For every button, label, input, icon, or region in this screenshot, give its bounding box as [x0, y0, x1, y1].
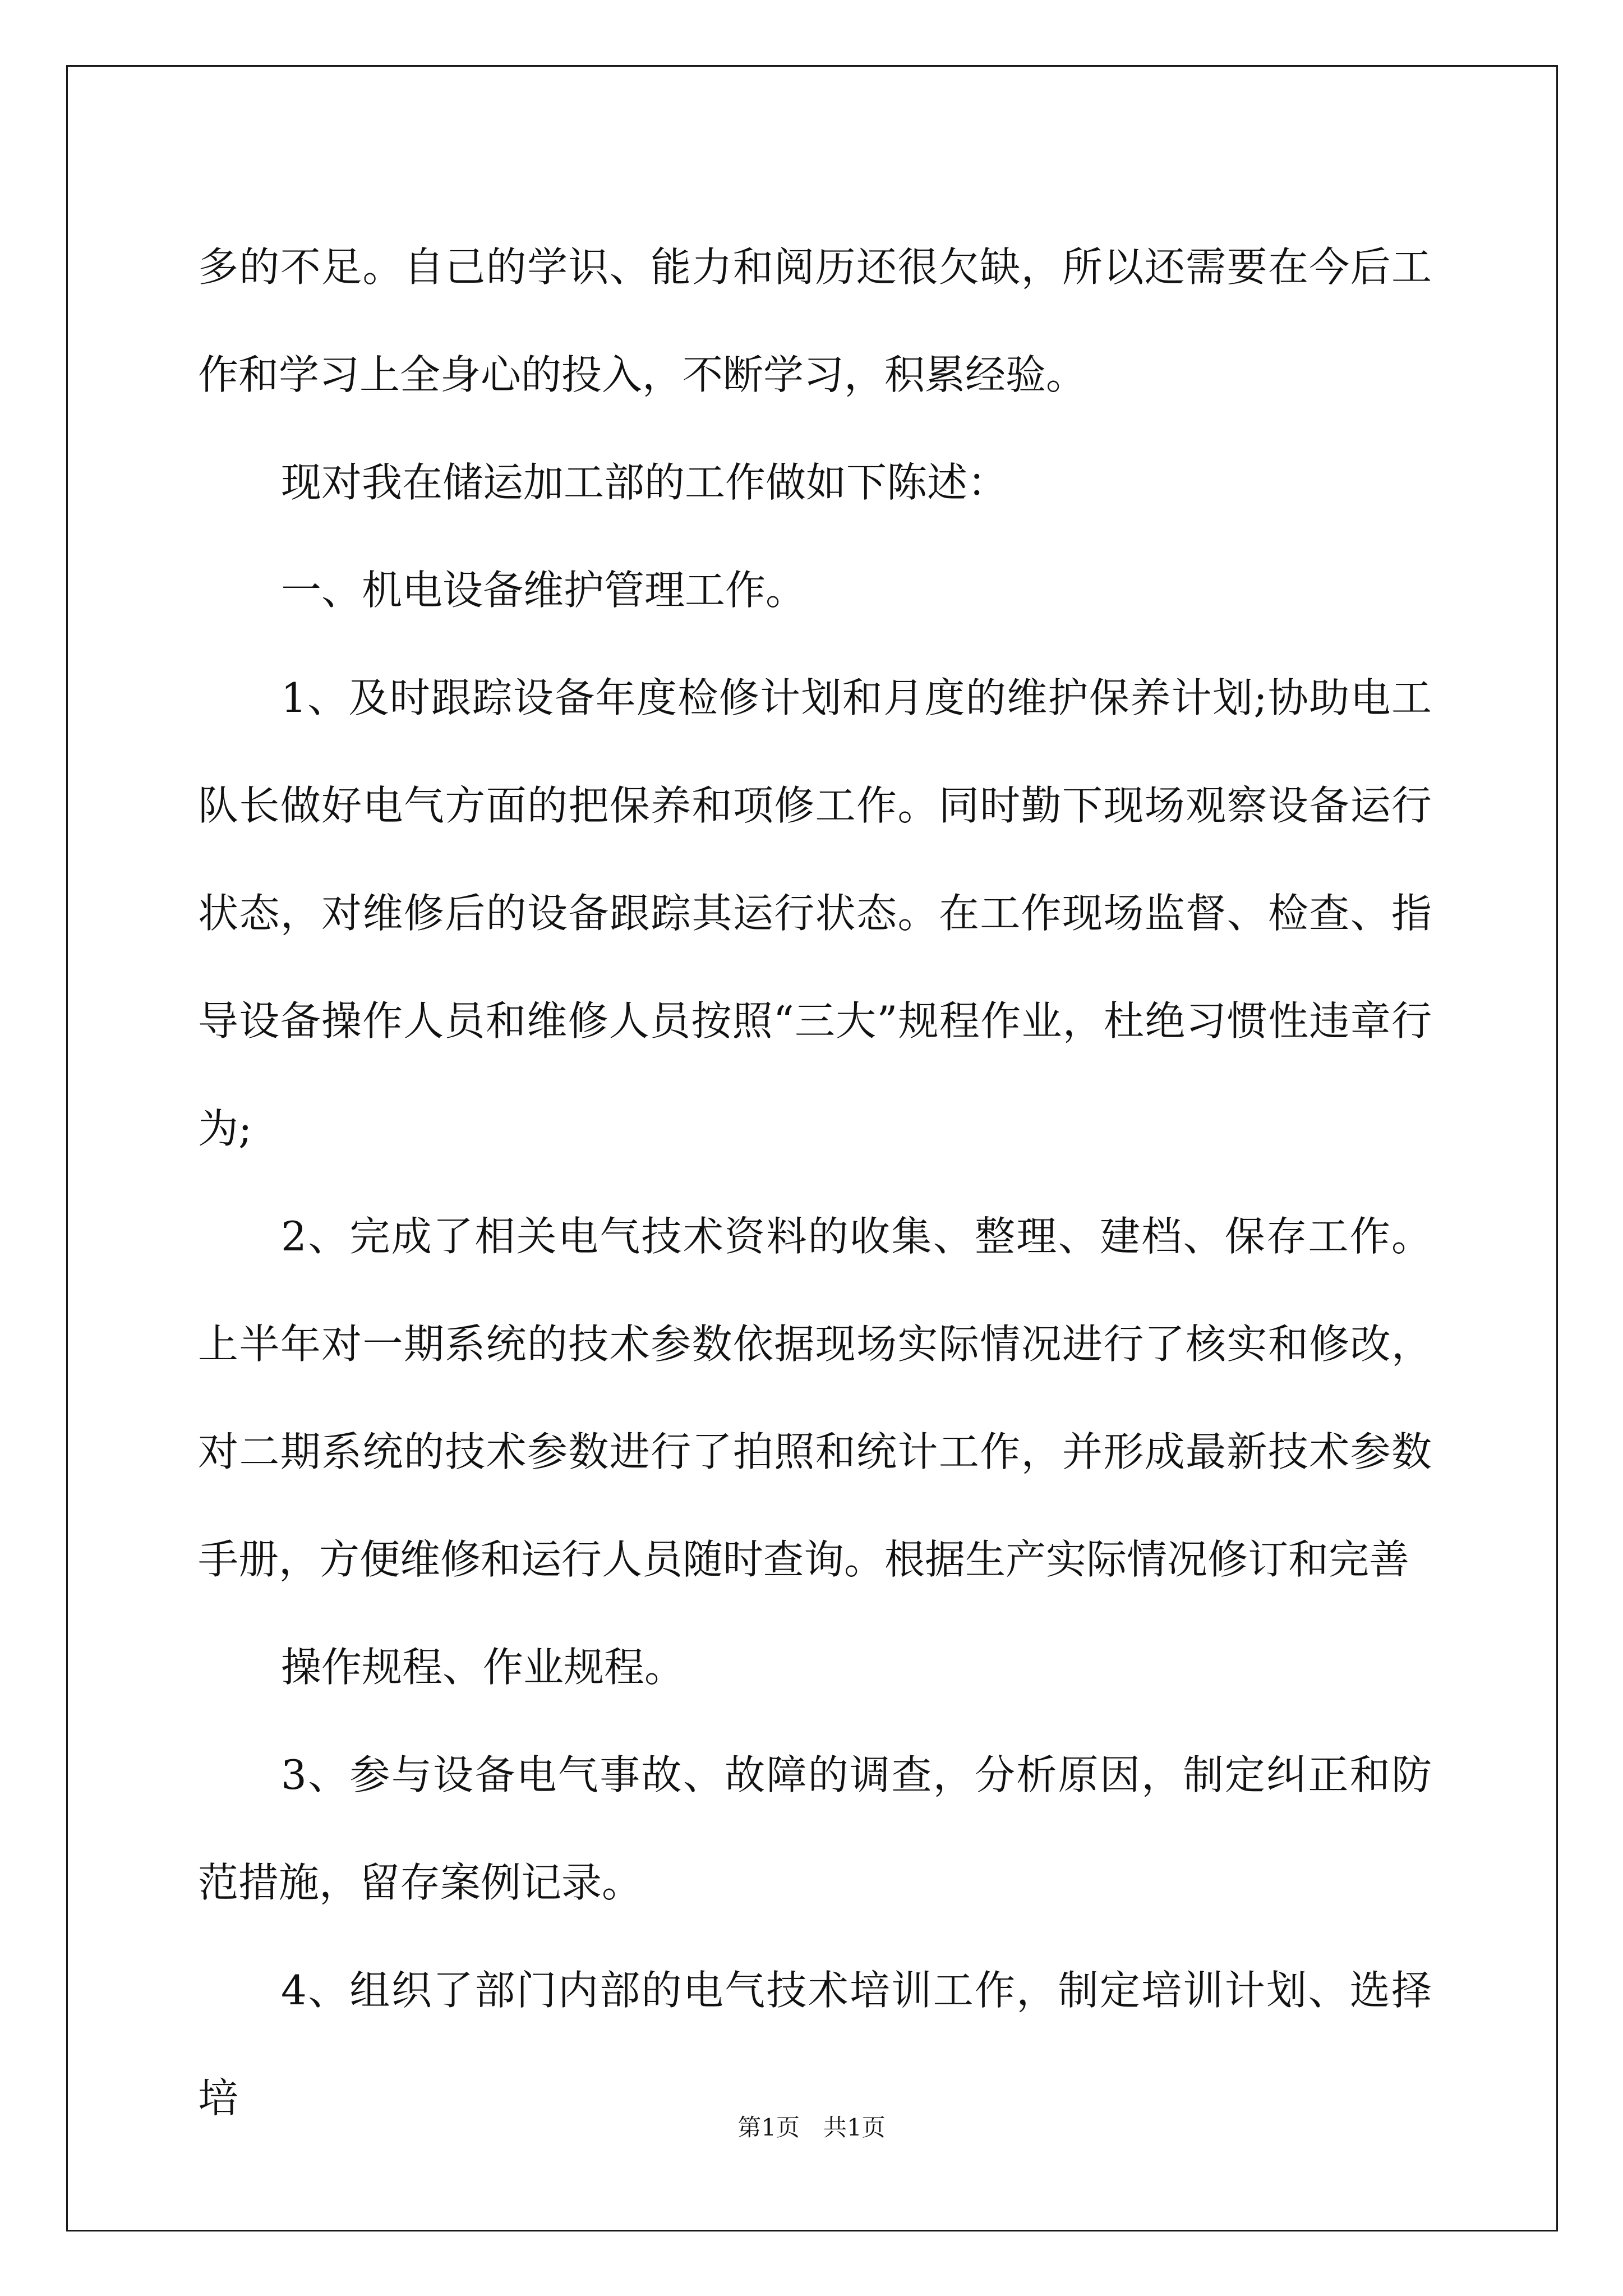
list-item-1: 1、及时跟踪设备年度检修计划和月度的维护保养计划;协助电工队长做好电气方面的把保养和项修工作。同时勤下现场观察设备运行状态，对维修后的设备跟踪其运行状态。在工作现场监督、检查、指导设备操作人员和维修人员按照“三大”规程作业，杜绝习惯性违章行为;	[198, 674, 1432, 1152]
list-item-2-continuation: 操作规程、作业规程。	[281, 1644, 685, 1691]
paragraph-intro: 现对我在储运加工部的工作做如下陈述：	[281, 459, 1008, 506]
document-body	[198, 213, 1432, 2152]
list-item-4: 4、组织了部门内部的电气技术培训工作，制定培训计划、选择培	[198, 1967, 1432, 2122]
section-heading: 一、机电设备维护管理工作。	[281, 567, 806, 614]
list-item-2: 2、完成了相关电气技术资料的收集、整理、建档、保存工作。上半年对一期系统的技术参数依据现场实际情况进行了核实和修改，对二期系统的技术参数进行了拍照和统计工作，并形成最新技术参数手册，方便维修和运行人员随时查询。根据生产实际情况修订和完善	[198, 1213, 1432, 1583]
paragraph-continuation: 多的不足。自己的学识、能力和阅历还很欠缺，所以还需要在今后工作和学习上全身心的投入，不断学习，积累经验。	[198, 243, 1432, 398]
list-item-3: 3、参与设备电气事故、故障的调查，分析原因，制定纠正和防范措施，留存案例记录。	[198, 1751, 1432, 1906]
page-footer: 第1页 共1页	[737, 2114, 886, 2141]
